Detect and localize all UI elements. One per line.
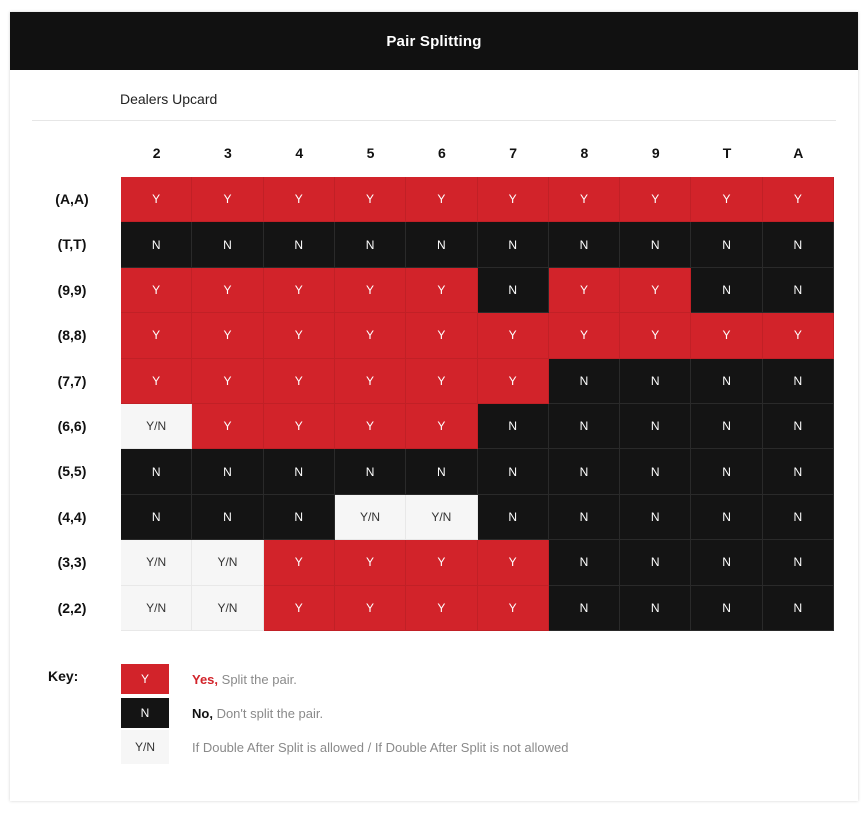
column-header: 8 <box>580 145 589 161</box>
strategy-grid <box>121 177 834 631</box>
key-swatch-yes: Y <box>121 664 169 694</box>
table-cell: Y <box>335 586 406 631</box>
table-cell: N <box>763 449 834 494</box>
table-cell: N <box>620 222 691 267</box>
table-cell: Y <box>264 359 335 404</box>
table-cell: N <box>763 268 834 313</box>
table-cell: N <box>192 495 263 540</box>
row-label: (2,2) <box>57 599 87 616</box>
table-cell: N <box>549 359 620 404</box>
table-cell: N <box>478 222 549 267</box>
key-desc-yes: Split the pair. <box>218 671 297 687</box>
table-cell: N <box>620 359 691 404</box>
table-cell: Y/N <box>192 540 263 585</box>
row-label: (6,6) <box>57 417 87 434</box>
table-cell: Y <box>264 313 335 358</box>
column-header: 6 <box>437 145 446 161</box>
key-desc-no: Don't split the pair. <box>212 705 324 721</box>
table-cell: Y <box>691 313 762 358</box>
table-cell: N <box>549 404 620 449</box>
table-cell: N <box>264 495 335 540</box>
table-cell: Y <box>406 404 477 449</box>
key-strong-no: No, <box>192 705 213 721</box>
table-cell: N <box>763 404 834 449</box>
column-header: 4 <box>295 145 304 161</box>
table-cell: N <box>549 586 620 631</box>
table-cell: N <box>121 495 192 540</box>
table-cell: Y <box>121 359 192 404</box>
dealers-upcard-label: Dealers Upcard <box>120 91 218 107</box>
table-cell: N <box>763 222 834 267</box>
table-cell: Y <box>335 177 406 222</box>
table-cell: N <box>691 586 762 631</box>
table-cell: Y <box>406 540 477 585</box>
table-cell: N <box>549 449 620 494</box>
row-label: (5,5) <box>57 463 87 480</box>
table-cell: N <box>406 449 477 494</box>
table-cell: Y <box>620 268 691 313</box>
table-cell: Y <box>549 313 620 358</box>
key-row-conditional <box>121 730 568 764</box>
row-label: (9,9) <box>57 281 87 298</box>
table-cell: Y <box>264 177 335 222</box>
row-label: (4,4) <box>57 508 87 525</box>
table-cell: Y <box>763 177 834 222</box>
column-header: 3 <box>224 145 232 161</box>
table-cell: Y <box>549 177 620 222</box>
table-cell: Y <box>335 540 406 585</box>
key-swatch-no: N <box>121 698 169 728</box>
key-swatch-conditional: Y/N <box>121 730 169 764</box>
table-cell: Y <box>264 540 335 585</box>
table-cell: Y <box>620 313 691 358</box>
key-text-no <box>192 706 323 721</box>
row-label: (T,T) <box>57 236 87 253</box>
table-cell: N <box>620 404 691 449</box>
table-cell: Y <box>192 268 263 313</box>
table-cell: N <box>478 404 549 449</box>
table-cell: Y <box>478 313 549 358</box>
table-cell: Y <box>335 404 406 449</box>
key-row-no <box>121 698 323 728</box>
table-cell: N <box>763 586 834 631</box>
table-cell: Y/N <box>121 404 192 449</box>
table-cell: Y <box>335 313 406 358</box>
pair-splitting-card <box>10 12 858 801</box>
table-cell: Y <box>406 586 477 631</box>
table-cell: Y/N <box>335 495 406 540</box>
row-label: (8,8) <box>57 327 87 344</box>
table-cell: Y <box>264 404 335 449</box>
table-cell: N <box>192 222 263 267</box>
table-cell: Y <box>549 268 620 313</box>
table-cell: N <box>264 449 335 494</box>
table-cell: Y <box>335 359 406 404</box>
key-label: Key: <box>48 668 79 684</box>
table-cell: N <box>691 222 762 267</box>
table-cell: N <box>406 222 477 267</box>
table-cell: Y <box>763 313 834 358</box>
table-cell: N <box>121 222 192 267</box>
table-cell: Y <box>406 268 477 313</box>
table-cell: N <box>478 268 549 313</box>
table-cell: Y <box>192 359 263 404</box>
table-cell: N <box>691 268 762 313</box>
divider <box>32 120 836 121</box>
table-cell: Y <box>192 404 263 449</box>
table-cell: Y/N <box>121 586 192 631</box>
table-cell: Y <box>406 313 477 358</box>
table-cell: N <box>691 404 762 449</box>
table-cell: Y <box>264 586 335 631</box>
table-cell: N <box>620 495 691 540</box>
table-cell: N <box>549 495 620 540</box>
key-text-conditional: If Double After Split is allowed / If Double After Split is not allowed <box>192 739 569 755</box>
table-cell: N <box>335 222 406 267</box>
row-label: (A,A) <box>55 191 89 207</box>
table-cell: Y <box>478 177 549 222</box>
table-cell: Y <box>192 313 263 358</box>
table-cell: N <box>264 222 335 267</box>
column-header: 5 <box>366 145 375 161</box>
key-row-yes <box>121 664 297 694</box>
title-bar <box>10 12 858 70</box>
table-cell: Y <box>478 359 549 404</box>
table-cell: N <box>335 449 406 494</box>
table-cell: N <box>478 495 549 540</box>
table-cell: Y <box>121 268 192 313</box>
table-cell: N <box>763 495 834 540</box>
table-cell: N <box>763 359 834 404</box>
table-cell: N <box>192 449 263 494</box>
column-header: 9 <box>651 145 660 161</box>
table-cell: Y <box>192 177 263 222</box>
table-cell: Y <box>478 540 549 585</box>
table-cell: Y <box>264 268 335 313</box>
table-cell: N <box>620 449 691 494</box>
table-cell: Y <box>121 313 192 358</box>
column-header: A <box>793 145 804 161</box>
column-header: 2 <box>152 145 161 161</box>
row-label: (3,3) <box>57 554 87 571</box>
table-cell: N <box>549 222 620 267</box>
page-title: Pair Splitting <box>386 32 482 50</box>
table-cell: N <box>620 586 691 631</box>
table-cell: Y <box>406 359 477 404</box>
row-labels <box>32 177 112 631</box>
column-header: 7 <box>509 145 518 161</box>
table-cell: Y/N <box>406 495 477 540</box>
table-cell: N <box>691 540 762 585</box>
table-cell: Y <box>335 268 406 313</box>
row-label: (7,7) <box>57 372 87 389</box>
key-text-yes <box>192 672 297 687</box>
table-cell: N <box>478 449 549 494</box>
table-cell: N <box>121 449 192 494</box>
table-cell: N <box>620 540 691 585</box>
table-cell: Y <box>406 177 477 222</box>
table-cell: Y <box>478 586 549 631</box>
table-cell: Y/N <box>121 540 192 585</box>
table-cell: N <box>691 495 762 540</box>
table-cell: N <box>549 540 620 585</box>
table-cell: N <box>691 449 762 494</box>
table-cell: Y/N <box>192 586 263 631</box>
table-cell: Y <box>691 177 762 222</box>
table-cell: N <box>763 540 834 585</box>
column-header: T <box>722 145 732 161</box>
column-headers <box>121 137 834 169</box>
table-cell: Y <box>121 177 192 222</box>
table-cell: Y <box>620 177 691 222</box>
table-cell: N <box>691 359 762 404</box>
key-strong-yes: Yes, <box>192 671 219 687</box>
